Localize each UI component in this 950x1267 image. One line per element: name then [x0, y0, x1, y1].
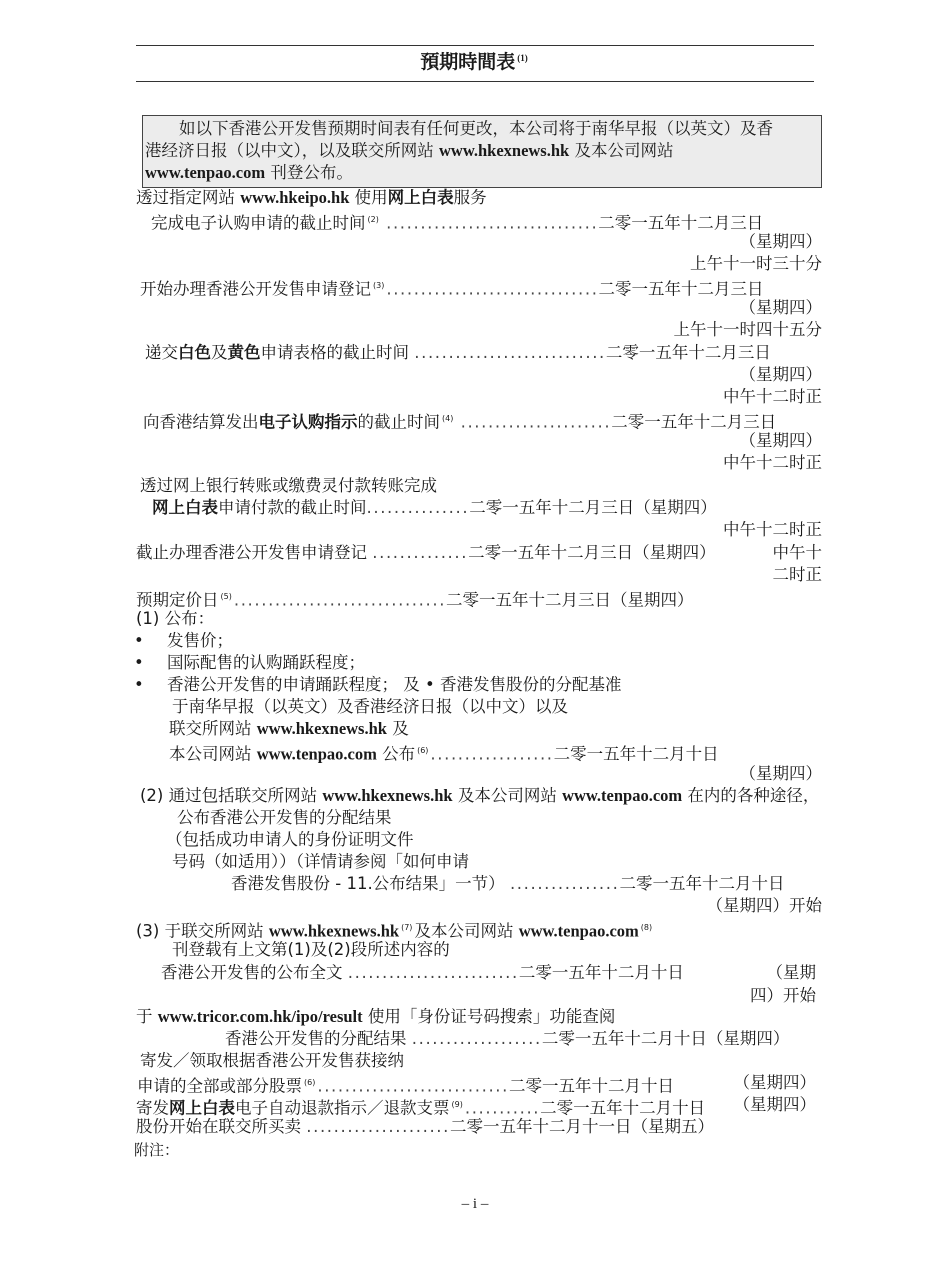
results-line: 号码（如适用））（详情请参阅「如何申请 — [172, 852, 469, 871]
date: 二零一五年十二月三日（星期四） — [469, 498, 717, 517]
weekday: （星期四） — [733, 1073, 816, 1092]
bullet-item: • 发售价； — [134, 631, 233, 650]
date: 二零一五年十二月十一日（星期五） — [450, 1117, 714, 1136]
time: 上午十一时四十五分 — [673, 320, 822, 339]
results-line: （包括成功申请人的身份证明文件 — [166, 830, 414, 849]
dispatch-line: 寄发／领取根据香港公开发售获接纳 — [140, 1051, 404, 1070]
bullet-item: • 香港公开发售的申请踊跃程度； 及 • 香港发售股份的分配基准 — [134, 675, 622, 694]
top-rule — [136, 45, 814, 46]
hkexnews-link[interactable]: www.hkexnews.hk — [322, 786, 453, 805]
tenpao-link[interactable]: www.tenpao.com — [518, 921, 639, 941]
row-pricing-date: 预期定价日 $^{(5)}$ ...............................二零一五年十二月三日（星期四） — [136, 590, 694, 610]
fulltext-line: 刊登载有上文第(1)及(2)段所述内容的 — [172, 940, 450, 959]
notice-line-3: www.tenpao.com 刊登公布。 — [145, 163, 353, 182]
dispatch-refund-row: 寄发网上白表电子自动退款指示／退款支票 $^{(9)}$ ...........二零一五年十二月十日 — [136, 1098, 706, 1118]
date: 二零一五年十二月十日（星期四） — [541, 1029, 790, 1048]
time: 中午十二时正 — [723, 520, 822, 539]
tenpao-link[interactable]: www.tenpao.com — [145, 163, 266, 182]
date: 二零一五年十二月十日 — [509, 1076, 674, 1096]
bottom-rule — [136, 81, 814, 82]
time-part-2: 二时正 — [772, 565, 822, 584]
date: 二零一五年十二月三日 — [598, 279, 764, 299]
page-title — [136, 47, 814, 74]
weekday: （星期四）开始 — [706, 896, 822, 915]
weekday-part-1: （星期 — [766, 963, 816, 982]
page-number: – i – — [461, 1196, 489, 1212]
date: 二零一五年十二月三日（星期四） — [468, 543, 716, 562]
date: 二零一五年十二月十日 — [518, 963, 684, 982]
section-web-white-form: 透过指定网站 www.hkeipo.hk 使用网上白表服务 — [136, 188, 487, 207]
weekday: （星期四） — [739, 298, 822, 317]
date: 二零一五年十二月十日 — [619, 874, 785, 893]
hkexnews-link[interactable]: www.hkexnews.hk — [439, 141, 570, 160]
notice-line-2: 港经济日报（以中文），以及联交所网站 www.hkexnews.hk 及本公司网站 — [145, 141, 674, 160]
row-payment-line-1: 透过网上银行转账或缴费灵付款转账完成 — [140, 476, 437, 495]
trading-row: 股份开始在联交所买卖 .....................二零一五年十二月十一日（星期五） — [136, 1117, 714, 1136]
row-close-registration: 截止办理香港公开发售申请登记 ..............二零一五年十二月三日（星期四） — [136, 543, 716, 562]
bullet-item: • 国际配售的认购踊跃程度； — [134, 653, 365, 672]
fulltext-line: (3) 于联交所网站 www.hkexnews.hk $^{(7)}$ 及本公司网站 www.tenpao.com $^{(8)}$ — [136, 921, 653, 941]
notice-line-1: 如以下香港公开发售预期时间表有任何更改，本公司将于南华早报（以英文）及香 — [179, 119, 773, 138]
row-payment-deadline: 网上白表申请付款的截止时间...............二零一五年十二月三日（星期四） — [152, 498, 717, 517]
results-line: 香港发售股份 - 11.公布结果」一节） ................二零一五年十二月十日 — [231, 874, 785, 893]
row-form-deadline: 递交白色及黄色申请表格的截止时间 ............................二零一五年十二月三日 — [145, 343, 771, 362]
announce-heading: (1) 公布： — [136, 609, 215, 628]
date: 二零一五年十二月三日 — [605, 343, 771, 362]
date: 二零一五年十二月三日（星期四） — [446, 590, 694, 610]
time: 上午十一时三十分 — [690, 254, 822, 273]
date: 二零一五年十二月三日 — [611, 412, 777, 432]
tricor-line: 于 www.tricor.com.hk/ipo/result 使用「身份证号码搜索」功能查阅 — [136, 1007, 616, 1026]
weekday-part-2: 四）开始 — [750, 986, 816, 1005]
time: 中午十二时正 — [723, 387, 822, 406]
title-text: 預期時間表 — [420, 51, 516, 73]
weekday: （星期四） — [739, 365, 822, 384]
results-line: (2) 通过包括联交所网站 www.hkexnews.hk 及本公司网站 www.tenpao.com 在内的各种途径， — [140, 786, 820, 805]
tenpao-link[interactable]: www.tenpao.com — [256, 744, 377, 764]
time: 中午十二时正 — [723, 453, 822, 472]
fulltext-line: 香港公开发售的公布全文 .........................二零一五年十二月十日 — [161, 963, 684, 982]
date: 二零一五年十二月三日 — [598, 213, 764, 233]
date: 二零一五年十二月十日 — [553, 744, 719, 764]
hkexnews-link[interactable]: www.hkexnews.hk — [268, 921, 400, 941]
weekday: （星期四） — [739, 431, 822, 450]
announce-line: 联交所网站 www.hkexnews.hk 及 — [169, 719, 409, 738]
footnote-heading: 附注： — [134, 1141, 180, 1159]
date: 二零一五年十二月十日 — [540, 1098, 706, 1118]
notice-box — [142, 115, 822, 188]
row-open-registration: 开始办理香港公开发售申请登记 $^{(3)}$ ...............................二零一五年十二月三日 — [140, 279, 764, 299]
results-line: 公布香港公开发售的分配结果 — [177, 808, 392, 827]
weekday: （星期四） — [733, 1095, 816, 1114]
hkeipo-link[interactable]: www.hkeipo.hk — [240, 188, 350, 207]
announce-line: 于南华早报（以英文）及香港经济日报（以中文）以及 — [172, 697, 568, 716]
tricor-results-row: 香港公开发售的分配结果 ...................二零一五年十二月十日（星期四） — [225, 1029, 790, 1048]
announce-line: 本公司网站 www.tenpao.com 公布 $^{(6)}$ ..................二零一五年十二月十日 — [169, 744, 719, 764]
hkexnews-link[interactable]: www.hkexnews.hk — [256, 719, 387, 738]
row-e-application-deadline: 完成电子认购申请的截止时间 $^{(2)}$ ...............................二零一五年十二月三日 — [151, 213, 764, 233]
weekday: （星期四） — [739, 764, 822, 783]
row-electronic-instruction-deadline: 向香港结算发出电子认购指示的截止时间 $^{(4)}$ ......................二零一五年十二月三日 — [143, 412, 777, 432]
title-note: (1) — [517, 52, 528, 63]
tricor-link[interactable]: www.tricor.com.hk/ipo/result — [157, 1007, 363, 1026]
time-part-1: 中午十 — [772, 543, 822, 562]
dispatch-share-certificates-row: 申请的全部或部分股票 $^{(6)}$ ............................二零一五年十二月十日 — [137, 1076, 674, 1096]
weekday: （星期四） — [739, 232, 822, 251]
tenpao-link[interactable]: www.tenpao.com — [562, 786, 683, 805]
